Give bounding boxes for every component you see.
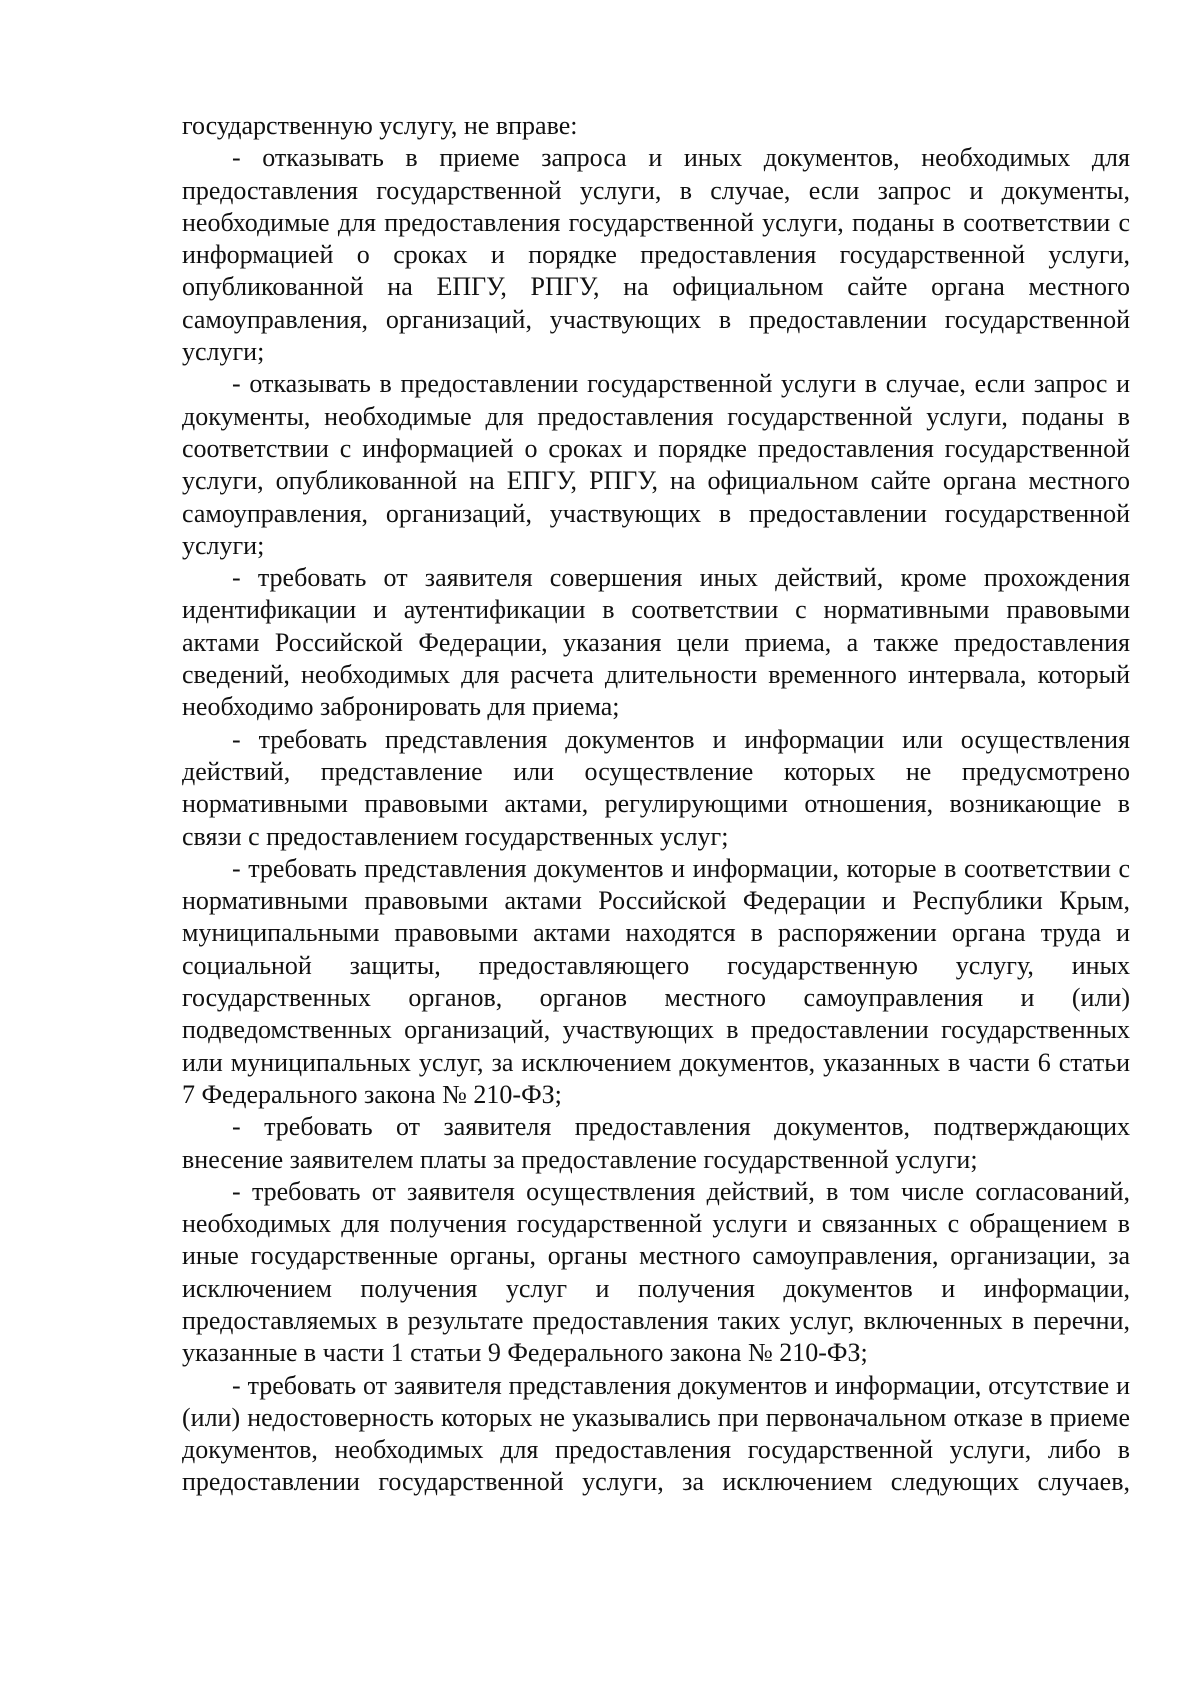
paragraph-item-4: - требовать представления документов и информации или осуществления действий, представление или осуществление которых не предусмотрено нормативными правовыми актами, регулирующими отношения, возникающие в связи с предоставлением государственных услуг;	[182, 724, 1130, 851]
paragraph-item-7: - требовать от заявителя осуществления действий, в том числе согласований, необходимых для получения государственной услуги и связанных с обращением в иные государственные органы, органы местного самоуправления, организации, за исключением получения услуг и получения документов и информации, предоставляемых в результате предоставления таких услуг, включенных в перечни, указанные в части 1 статьи 9 Федерального закона № 210-ФЗ;	[182, 1176, 1130, 1368]
paragraph-item-6: - требовать от заявителя предоставления документов, подтверждающих внесение заявителем платы за предоставление государственной услуги;	[182, 1112, 1130, 1174]
paragraph-item-8: - требовать от заявителя представления документов и информации, отсутствие и (или) недостоверность которых не указывались при первоначальном отказе в приеме документов, необходимых для предоставления государственной услуги, либо в предоставлении государственной услуги, за исключением следующих случаев,	[182, 1370, 1130, 1497]
paragraph-item-3: - требовать от заявителя совершения иных действий, кроме прохождения идентификации и аутентификации в соответствии с нормативными правовыми актами Российской Федерации, указания цели приема, а также предоставления сведений, необходимых для расчета длительности временного интервала, который необходимо забронировать для приема;	[182, 563, 1130, 722]
paragraph-item-1: - отказывать в приеме запроса и иных документов, необходимых для предоставления государственной услуги, в случае, если запрос и документы, необходимые для предоставления государственной услуги, поданы в соответствии с информацией о сроках и порядке предоставления государственной услуги, опубликованной на ЕПГУ, РПГУ, на официальном сайте органа местного самоуправления, организаций, участвующих в предоставлении государственной услуги;	[182, 143, 1130, 367]
paragraph-item-5: - требовать представления документов и информации, которые в соответствии с нормативными правовыми актами Российской Федерации и Республики Крым, муниципальными правовыми актами находятся в распоряжении органа труда и социальной защиты, предоставляющего государственную услугу, иных государственных органов, органов местного самоуправления и (или) подведомственных организаций, участвующих в предоставлении государственных или муниципальных услуг, за исключением документов, указанных в части 6 статьи 7 Федерального закона № 210-ФЗ;	[182, 853, 1130, 1109]
paragraph-intro: государственную услугу, не вправе:	[182, 111, 578, 140]
document-body	[182, 110, 1130, 1499]
paragraph-item-2: - отказывать в предоставлении государственной услуги в случае, если запрос и документы, необходимые для предоставления государственной услуги, поданы в соответствии с информацией о сроках и порядке предоставления государственной услуги, опубликованной на ЕПГУ, РПГУ, на официальном сайте органа местного самоуправления, организаций, участвующих в предоставлении государственной услуги;	[182, 369, 1130, 560]
